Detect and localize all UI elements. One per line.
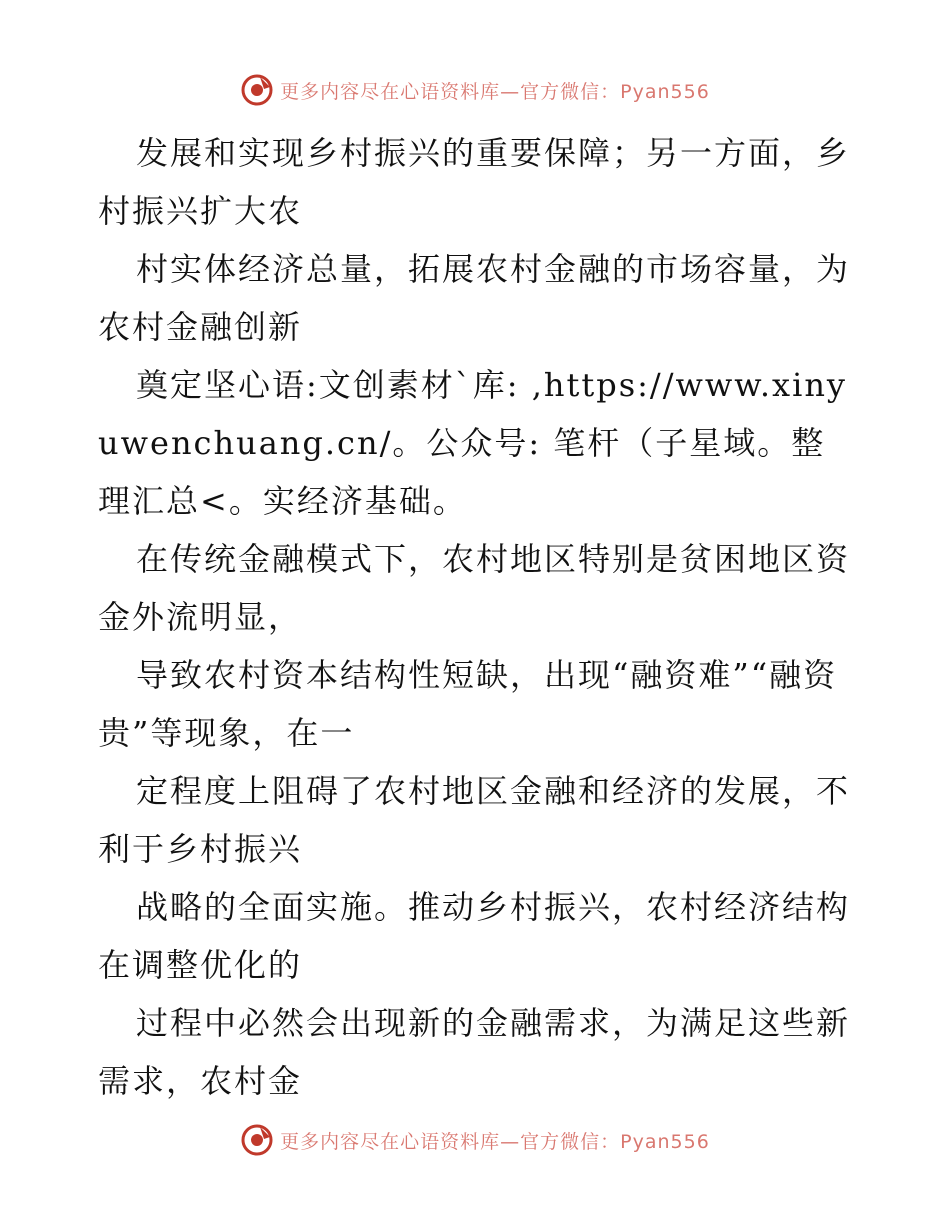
paragraph: 战略的全面实施。推动乡村振兴，农村经济结构在调整优化的 [98,888,851,984]
footer-banner [0,1120,950,1160]
header-banner [0,70,950,110]
paragraph: 村实体经济总量，拓展农村金融的市场容量，为农村金融创新 [98,250,851,346]
footer-banner-text: 更多内容尽在心语资料库—官方微信：Pyan556 [280,1130,710,1153]
paragraph: 奠定坚心语:文创素材`库: ,https://www.xinyuwenchuang.cn/。公众号: 笔杆（子星域。整理汇总<。实经济基础。 [98,366,848,520]
paragraph: 定程度上阻碍了农村地区金融和经济的发展，不利于乡村振兴 [98,772,851,868]
brand-logo-icon [240,1123,274,1157]
paragraph: 过程中必然会出现新的金融需求，为满足这些新需求，农村金 [98,1004,851,1100]
document-body [98,124,858,1110]
brand-logo-icon [240,73,274,107]
paragraph: 在传统金融模式下，农村地区特别是贫困地区资金外流明显， [98,540,851,636]
header-banner-text: 更多内容尽在心语资料库—官方微信：Pyan556 [280,80,710,103]
paragraph: 发展和实现乡村振兴的重要保障；另一方面，乡村振兴扩大农 [98,134,851,230]
paragraph: 导致农村资本结构性短缺，出现“融资难”“融资贵”等现象，在一 [98,656,838,752]
